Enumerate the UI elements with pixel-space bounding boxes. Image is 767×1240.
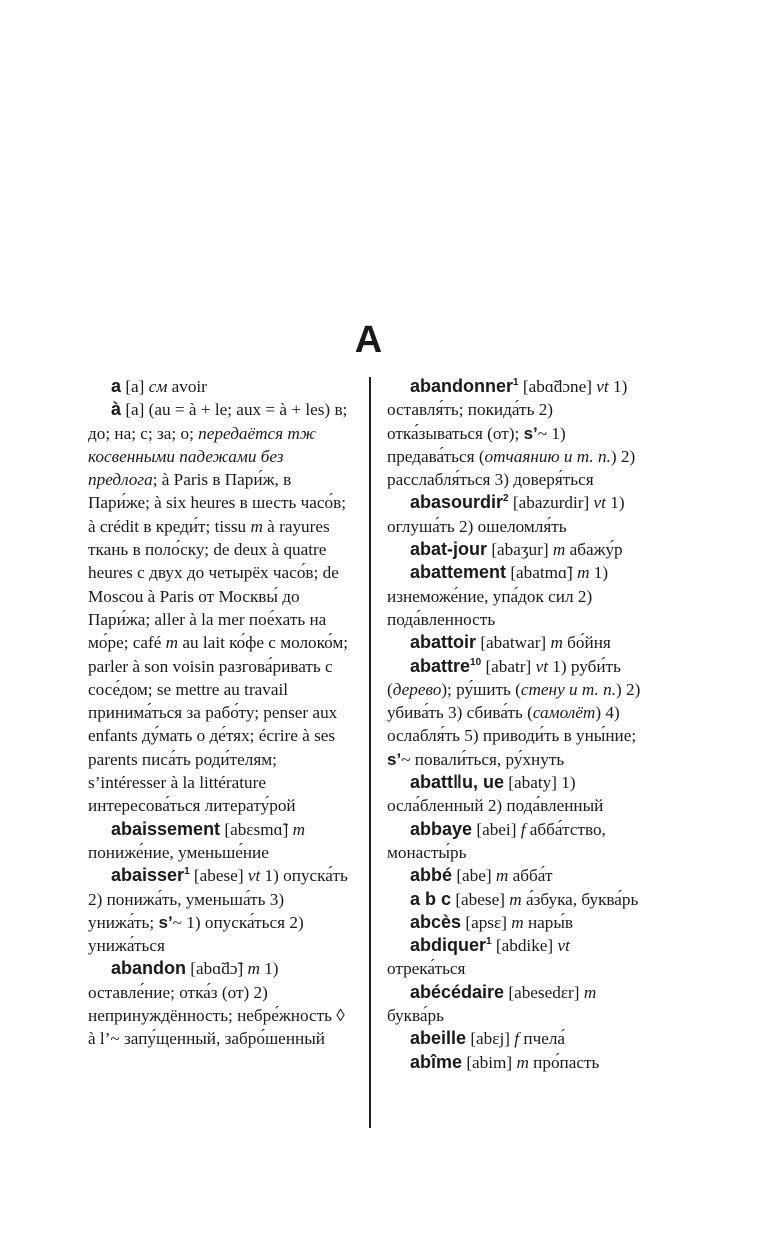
entry-text: [abim] — [462, 1052, 517, 1072]
grammar-label: vt — [596, 377, 609, 396]
entry-text: [abdike] — [491, 936, 558, 956]
grammar-label: m — [250, 516, 263, 536]
entry-text: ~ 1) предава́ться ( — [387, 423, 566, 466]
entry-text: буква́рь — [387, 1006, 444, 1026]
dictionary-entry — [387, 631, 649, 654]
entry-text: ~ 1) опуска́ться 2) унижа́ться — [88, 912, 304, 956]
grammar-label: см — [148, 377, 168, 396]
entry-text: 1) опуска́ть 2) понижа́ть, уменьша́ть 3) унижа́ть; — [88, 866, 348, 932]
dictionary-entry — [387, 491, 649, 538]
reflexive-marker: s’ — [158, 912, 173, 932]
entry-text: [abei] — [472, 819, 521, 839]
entry-text: au lait ко́фе с молоко́м; parler à son voisin разгова́ривать с сосе́дом; se mettre au travail принима́ться за рабо́ту; penser aux enfants ду́мать о де́тях; écrire à ses parents писа́ть роди́телям; s’intéresser à la littérature интересова́ться литерату́рой — [88, 633, 349, 816]
headword: abandon — [111, 958, 186, 979]
headword: abcès — [410, 911, 462, 932]
reflexive-marker: s’ — [387, 749, 402, 769]
entry-text: [abe] — [452, 866, 496, 886]
headword: abécédaire — [410, 981, 505, 1002]
grammar-label: m — [165, 633, 179, 653]
headword: abasourdir$^2$ — [410, 492, 509, 513]
entry-text: 1) оставля́ть; покида́ть 2) отка́зываться (от); — [387, 377, 628, 443]
grammar-label: m — [550, 633, 563, 653]
grammar-label: самолёт — [532, 703, 596, 723]
dictionary-entry — [387, 864, 649, 887]
entry-text: про́пасть — [528, 1052, 600, 1072]
entry-text: 1) изнеможе́ние, упа́док сил 2) пода́вленность — [387, 563, 609, 629]
entry-text: [abatwar] — [476, 633, 551, 653]
dictionary-entry — [88, 818, 350, 865]
headword: à — [111, 399, 122, 420]
headword: abat-jour — [410, 539, 488, 560]
entry-text: пчела́ — [519, 1029, 566, 1049]
dictionary-entry — [387, 771, 649, 818]
entry-text: [abaty] 1) осла́бленный 2) пода́вленный — [387, 773, 604, 816]
entry-text: [abɛsmɑ̃] — [220, 819, 293, 839]
conjugation-number: 2 — [503, 493, 509, 505]
headword: abattement — [410, 562, 507, 583]
dictionary-entry — [387, 538, 649, 561]
entry-text: отрека́ться — [387, 959, 466, 979]
dictionary-entry — [387, 561, 649, 631]
entry-text: [abɛj] — [466, 1029, 515, 1049]
dictionary-entry — [387, 888, 649, 911]
conjugation-number: 1 — [513, 377, 519, 388]
entry-text: à rayures ткань в поло́ску; de deux à quatre heures с двух до четырёх часо́в; de Moscou à Paris от Москвы́ до Пари́жа; aller à la mer пое́хать на мо́ре; café — [88, 516, 339, 653]
dictionary-entry — [387, 655, 649, 771]
entry-text: ); ру́шить ( — [441, 679, 521, 699]
entry-text: абажу́р — [565, 540, 623, 560]
dictionary-entry — [88, 398, 350, 817]
headword: abattoir — [410, 632, 477, 653]
dictionary-entry — [387, 934, 649, 981]
entry-text: пониже́ние, уменьше́ние — [88, 842, 269, 862]
entry-text: [abesedɛr] — [504, 982, 584, 1002]
entry-text: [abɑ̃dɔne] — [518, 377, 597, 396]
grammar-label: vt — [557, 936, 570, 956]
dictionary-entry — [387, 1027, 649, 1050]
grammar-label: m — [511, 912, 524, 932]
grammar-label: стену и т. п. — [520, 679, 617, 699]
dictionary-entry — [387, 981, 649, 1028]
headword: abandonner$^1$ — [410, 376, 519, 396]
grammar-label: m — [583, 982, 597, 1002]
entry-text: 1) руби́ть ( — [387, 656, 621, 699]
grammar-label: m — [495, 866, 509, 886]
entry-text: [abɑ̃dɔ̃] — [186, 959, 248, 979]
headword: a b c — [410, 888, 452, 909]
entry-text: бо́йня — [562, 633, 611, 653]
grammar-label: vt — [247, 866, 261, 886]
entry-text: avoir — [167, 377, 207, 396]
grammar-label: m — [247, 959, 260, 979]
grammar-label: m — [577, 563, 590, 583]
dictionary-entry — [88, 375, 350, 398]
grammar-label: дерево — [392, 679, 442, 699]
entry-text: ) 2) расслабля́ться 3) доверя́ться — [387, 446, 636, 490]
entry-text: [abese] — [451, 889, 510, 909]
headword: abîme — [410, 1051, 463, 1072]
entry-text: абба́т — [508, 866, 553, 886]
headword: abatt‖u, ue — [410, 772, 504, 793]
grammar-label: f — [520, 819, 526, 839]
headword: a — [111, 376, 122, 396]
grammar-label: vt — [593, 493, 606, 513]
headword: abeille — [410, 1028, 467, 1049]
grammar-label: m — [516, 1052, 529, 1072]
grammar-label: передаётся тж косвенными падежами без предлога — [88, 423, 316, 490]
entry-text: [apsɛ] — [461, 912, 512, 932]
dictionary-entry — [387, 1051, 649, 1074]
conjugation-number: 1 — [486, 936, 492, 948]
dictionary-entry — [387, 911, 649, 934]
dictionary-entry — [88, 957, 350, 1050]
grammar-label: отчаянию и т. п. — [484, 446, 611, 466]
dictionary-entry — [387, 375, 649, 491]
dictionary-entry — [387, 818, 649, 865]
conjugation-number: 1 — [184, 866, 190, 878]
grammar-label: m — [292, 819, 306, 839]
entry-text: ) 4) ослабля́ть 5) приводи́ть в уны́ние; — [387, 703, 637, 746]
section-letter: A — [354, 319, 383, 361]
column-divider — [369, 377, 371, 1128]
entry-text: [abese] — [189, 866, 248, 886]
entry-text: ~ повали́ться, ру́хнуть — [401, 749, 565, 769]
right-column — [387, 375, 649, 1074]
headword: abattre$^{10}$ — [410, 655, 482, 676]
grammar-label: vt — [535, 656, 548, 676]
grammar-label: m — [552, 540, 566, 560]
entry-text: 1) оглуша́ть 2) ошеломля́ть — [387, 493, 625, 536]
headword: abaissement — [111, 818, 221, 839]
entry-text: [abaʒur] — [487, 540, 553, 560]
entry-text: [abatr] — [481, 656, 536, 676]
entry-text: [a] — [121, 377, 149, 396]
entry-text: ) 2) убива́ть 3) сбива́ть ( — [387, 679, 641, 723]
left-column — [88, 375, 350, 1051]
headword: abbé — [410, 865, 453, 886]
grammar-label: f — [514, 1029, 520, 1049]
dictionary-entry — [88, 864, 350, 957]
entry-text: 1) оставле́ние; отка́з (от) 2) непринуждённость; небре́жность ◊ à l’~ запу́щенный, забро́шенный — [88, 959, 345, 1049]
entry-text: [abazurdir] — [508, 493, 594, 513]
headword: abbaye — [410, 818, 473, 839]
headword: abdiquer$^1$ — [410, 935, 492, 956]
reflexive-marker: s’ — [523, 423, 538, 443]
entry-text: нары́в — [523, 912, 574, 932]
entry-text: [a] (au = à + le; aux = à + les) в; до; на; с; за; о; — [88, 400, 348, 443]
conjugation-number: 10 — [470, 656, 482, 668]
entry-text: а́збука, буква́рь — [521, 889, 639, 909]
entry-text: ; à Paris в Пари́ж, в Пари́же; à six heures в шесть часо́в; à crédit в креди́т; tissu — [88, 470, 346, 536]
entry-text: [abatmɑ̃] — [506, 563, 578, 583]
entry-text: абба́тство, монасты́рь — [387, 819, 606, 862]
headword: abaisser$^1$ — [111, 865, 190, 886]
grammar-label: m — [509, 889, 522, 909]
